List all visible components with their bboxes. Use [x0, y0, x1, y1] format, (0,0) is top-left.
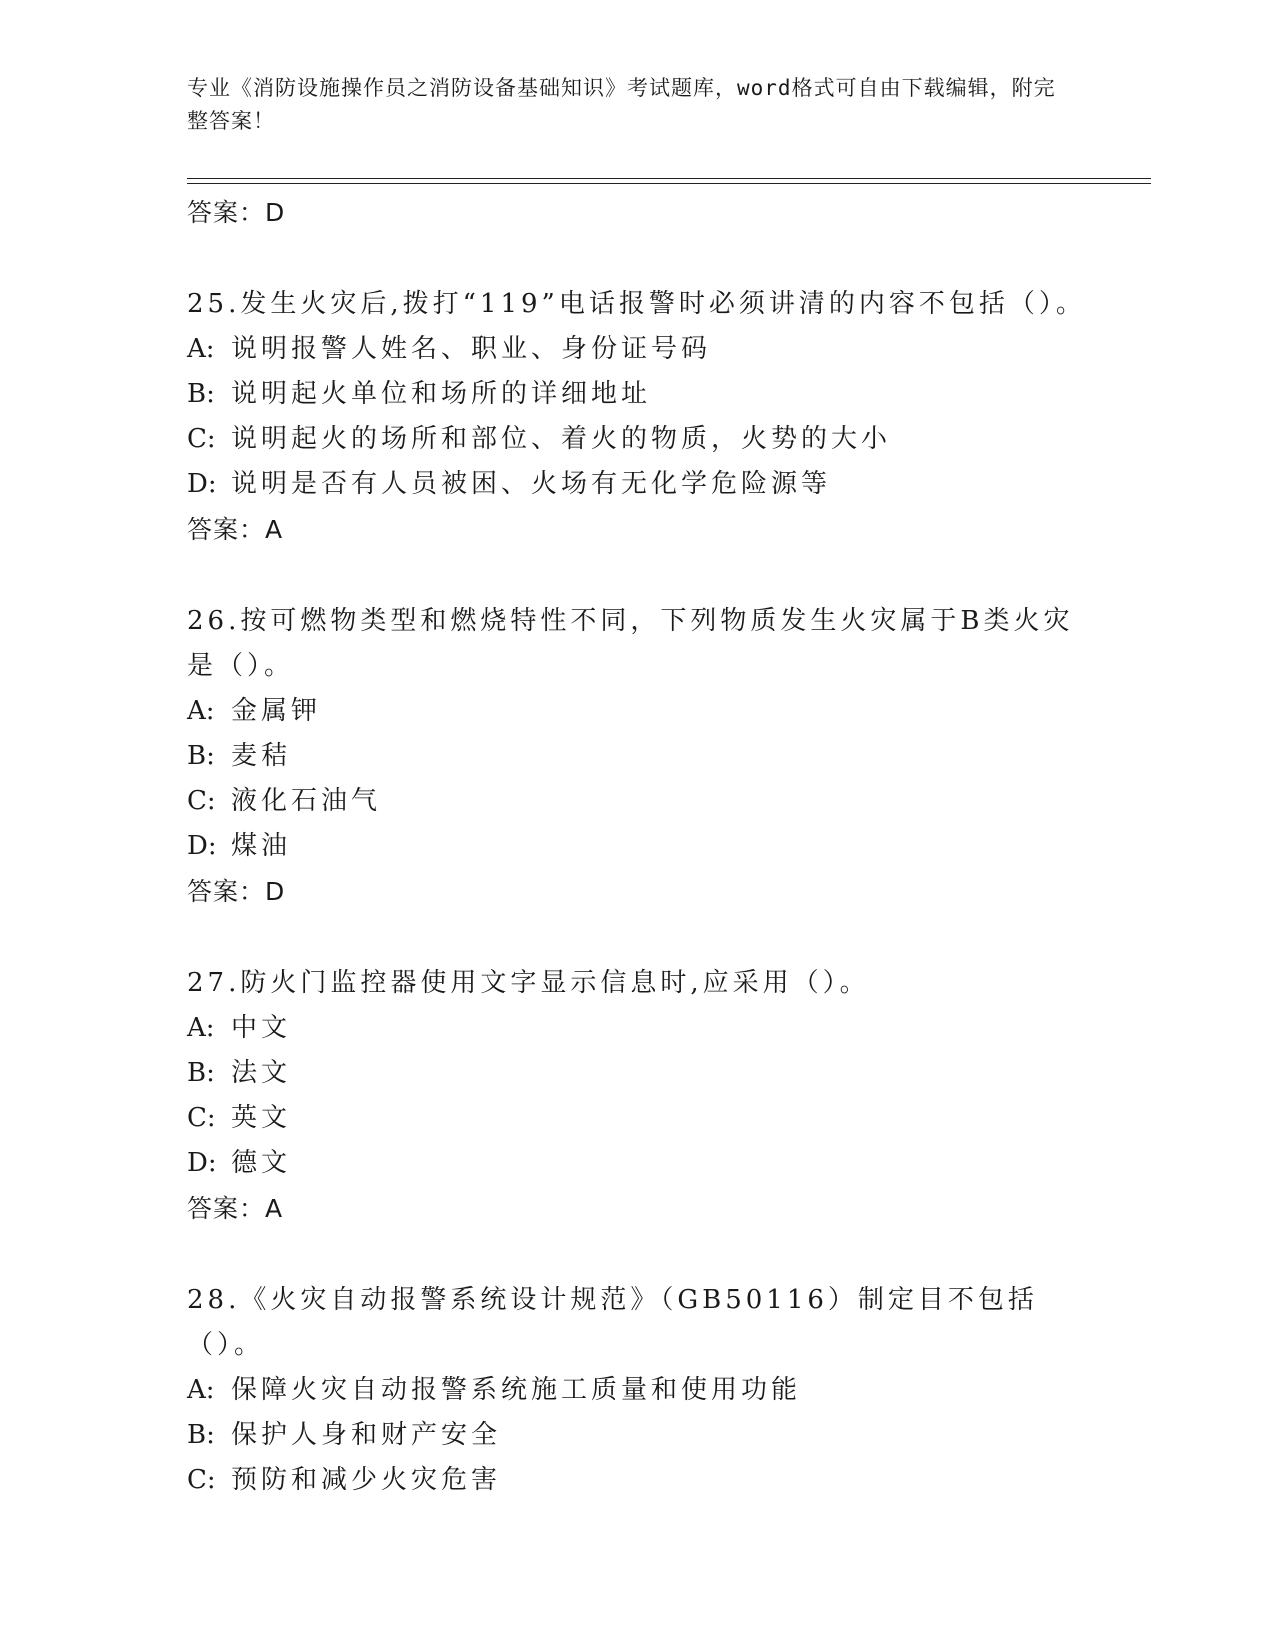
answer-24: 答案：D [187, 198, 286, 227]
option-d [187, 462, 1087, 507]
option-c [187, 1096, 1087, 1141]
option-a [187, 1368, 1087, 1413]
document-header: 专业《消防设施操作员之消防设备基础知识》考试题库，word格式可自由下载编辑，附完整答案！ [187, 76, 1056, 133]
option-c [187, 417, 1087, 462]
option-text: 说明起火的场所和部位、着火的物质，火势的大小 [231, 424, 892, 454]
option-text: 英文 [231, 1103, 292, 1133]
answer: 答案：D [187, 877, 286, 906]
question-28 [187, 1278, 1087, 1503]
option-letter: C: [187, 786, 216, 816]
option-b [187, 372, 1087, 417]
option-letter: A: [187, 696, 215, 726]
option-b [187, 1413, 1087, 1458]
option-text: 预防和减少火灾危害 [231, 1465, 502, 1495]
option-letter: A: [187, 334, 215, 364]
option-letter: B: [187, 741, 215, 771]
option-letter: C: [187, 1103, 216, 1133]
option-letter: A: [187, 1375, 215, 1405]
option-text: 保障火灾自动报警系统施工质量和使用功能 [231, 1375, 802, 1405]
question-27 [187, 961, 1087, 1231]
option-b [187, 734, 1087, 779]
option-text: 金属钾 [231, 696, 322, 726]
question-text: 27.防火门监控器使用文字显示信息时,应采用（）。 [187, 968, 870, 998]
option-text: 说明起火单位和场所的详细地址 [231, 379, 652, 409]
option-letter: A: [187, 1013, 215, 1043]
header-rule-top [187, 178, 1151, 179]
option-text: 液化石油气 [231, 786, 382, 816]
answer: 答案：A [187, 515, 284, 544]
option-a [187, 1006, 1087, 1051]
question-text: 26.按可燃物类型和燃烧特性不同，下列物质发生火灾属于B类火灾是（）。 [187, 606, 1074, 681]
option-d [187, 1141, 1087, 1186]
answer: 答案：A [187, 1194, 284, 1223]
option-letter: C: [187, 1465, 216, 1495]
option-text: 说明报警人姓名、职业、身份证号码 [231, 334, 712, 364]
option-letter: B: [187, 379, 215, 409]
option-a [187, 689, 1087, 734]
question-text: 25.发生火灾后,拨打“119”电话报警时必须讲清的内容不包括（）。 [187, 289, 1086, 319]
option-letter: D: [187, 1148, 217, 1178]
header-rule-bottom [187, 183, 1151, 184]
option-d [187, 824, 1087, 869]
option-c [187, 1458, 1087, 1503]
question-list [187, 190, 1087, 1503]
option-letter: B: [187, 1420, 215, 1450]
option-text: 麦秸 [231, 741, 292, 771]
option-text: 说明是否有人员被困、火场有无化学危险源等 [231, 469, 832, 499]
option-letter: D: [187, 831, 217, 861]
option-text: 德文 [231, 1148, 292, 1178]
option-text: 煤油 [231, 831, 292, 861]
option-letter: B: [187, 1058, 215, 1088]
option-letter: C: [187, 424, 216, 454]
option-text: 法文 [231, 1058, 292, 1088]
question-25 [187, 282, 1087, 552]
question-26 [187, 599, 1087, 914]
option-letter: D: [187, 469, 217, 499]
option-text: 中文 [231, 1013, 292, 1043]
option-text: 保护人身和财产安全 [231, 1420, 502, 1450]
option-a [187, 327, 1087, 372]
option-b [187, 1051, 1087, 1096]
option-c [187, 779, 1087, 824]
question-text: 28.《火灾自动报警系统设计规范》（GB50116）制定目不包括（）。 [187, 1285, 1038, 1360]
